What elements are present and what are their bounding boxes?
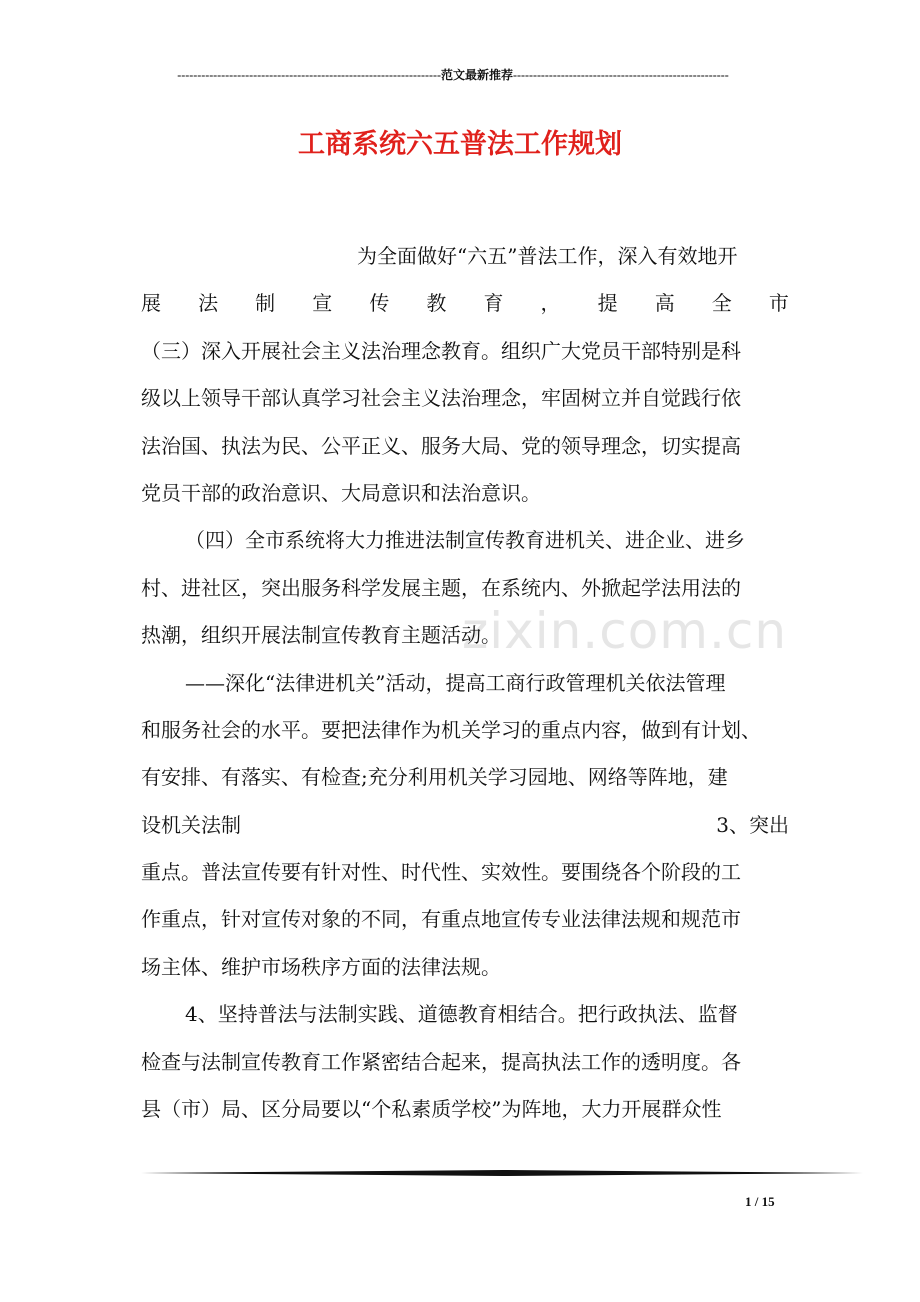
body-line: 重点。普法宣传要有针对性、时代性、实效性。要围绕各个阶段的工 — [141, 860, 741, 885]
body-line: 党员干部的政治意识、大局意识和法治意识。 — [141, 480, 541, 505]
body-char: 宣 — [312, 291, 333, 316]
body-line: （三）深入开展社会主义法治理念教育。组织广大党员干部特别是科 — [141, 338, 741, 363]
body-char: 高 — [654, 291, 675, 316]
body-char: 育 — [483, 291, 504, 316]
body-line: 级以上领导干部认真学习社会主义法治理念，牢固树立并自觉践行依 — [141, 386, 741, 411]
body-char: 全 — [711, 291, 732, 316]
watermark: zixin.com.cn — [462, 602, 788, 660]
body-line: 场主体、维护市场秩序方面的法律法规。 — [141, 954, 501, 979]
body-line: （四）全市系统将大力推进法制宣传教育进机关、进企业、进乡 — [185, 528, 745, 553]
body-line: 法治国、执法为民、公平正义、服务大局、党的领导理念，切实提高 — [141, 433, 741, 458]
body-line: 村、进社区，突出服务科学发展主题，在系统内、外掀起学法用法的 — [141, 575, 741, 600]
body-fragment-left: 设机关法制 — [141, 812, 241, 837]
body-char: 法 — [198, 291, 219, 316]
page-number: 1 / 15 — [745, 1194, 775, 1209]
body-line: ——深化“法律进机关”活动，提高工商行政管理机关依法管理 — [185, 670, 726, 695]
body-line: 4、坚持普法与法制实践、道德教育相结合。把行政执法、监督 — [185, 1002, 738, 1027]
body-line: 为全面做好“六五”普法工作，深入有效地开 — [357, 244, 738, 268]
body-char: 教 — [426, 291, 447, 316]
body-char: 提 — [597, 291, 618, 316]
body-fragment-right: 3、突出 — [716, 812, 789, 837]
body-line-split — [141, 802, 789, 849]
document-body — [141, 233, 789, 1133]
body-line: 热潮，组织开展法制宣传教育主题活动。 — [141, 623, 501, 648]
body-line-spread — [141, 280, 789, 327]
body-char: 传 — [369, 291, 390, 316]
body-line: 检查与法制宣传教育工作紧密结合起来，提高执法工作的透明度。各 — [141, 1049, 741, 1074]
footer-rule — [141, 1170, 863, 1176]
body-line: 有安排、有落实、有检查;充分利用机关学习园地、网络等阵地，建 — [141, 765, 728, 790]
body-line: 和服务社会的水平。要把法律作为机关学习的重点内容，做到有计划、 — [141, 717, 761, 742]
body-line: 县（市）局、区分局要以“个私素质学校”为阵地，大力开展群众性 — [141, 1097, 722, 1122]
body-char: ， — [540, 291, 561, 316]
document-title: 工商系统六五普法工作规划 — [298, 129, 622, 160]
header-banner: ------------------------------------------------------------------范文最新推荐------------------------------------------------------ — [177, 68, 729, 82]
body-char: 市 — [768, 291, 789, 316]
body-char: 制 — [255, 291, 276, 316]
body-char: 展 — [141, 291, 161, 316]
body-line: 作重点，针对宣传对象的不同，有重点地宣传专业法律法规和规范市 — [141, 907, 741, 932]
